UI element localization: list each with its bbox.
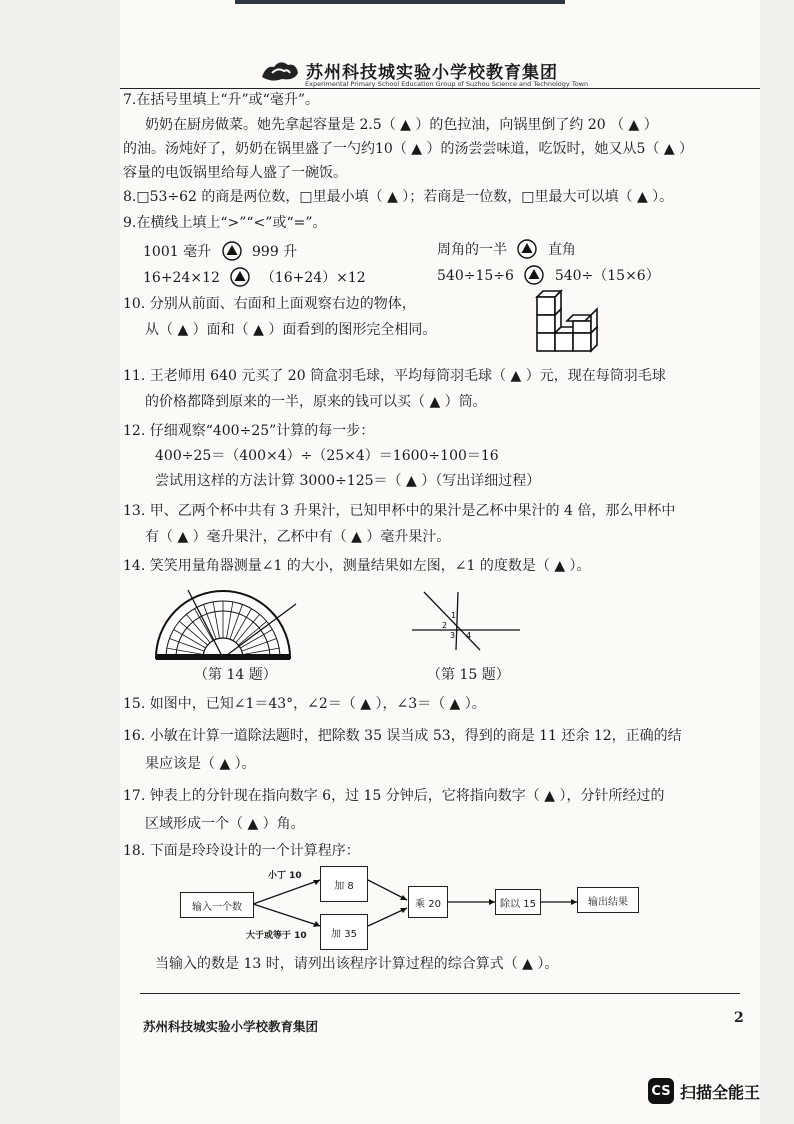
q9-c-left: 16+24×12 (143, 270, 220, 286)
q10-line1: 10. 分别从前面、右面和上面观察右边的物体， (123, 296, 416, 312)
q17-line2: 区域形成一个（ ▲ ）角。 (145, 816, 305, 832)
q14-text: 14. 笑笑用量角器测量∠1 的大小，测量结果如左图，∠1 的度数是（ ▲ ）。 (123, 558, 591, 574)
q12-line3: 尝试用这样的方法计算 3000÷125＝（ ▲ ）（写出详细过程） (155, 473, 541, 489)
angle-label-1: 1 (451, 611, 457, 620)
q15-text: 15. 如图中，已知∠1＝43°，∠2＝（ ▲ ），∠3＝（ ▲ ）。 (123, 696, 486, 712)
q7-line2: 的油。汤炖好了，奶奶在锅里盛了一勺约10（ ▲ ）的汤尝尝味道，吃饭时，她又从5（ ▲ ） (123, 141, 694, 157)
q9-b-left: 周角的一半 (437, 242, 507, 258)
q8-text: 8.□53÷62 的商是两位数，□里最小填（ ▲ ）；若商是一位数，□里最大可以填（ ▲ ）。 (123, 189, 674, 205)
flow-add8-box: 加 8 (320, 866, 368, 902)
flow-mul20-box: 乘 20 (408, 886, 448, 918)
q9-a-right: 999 升 (252, 244, 298, 260)
q9-title: 9.在横线上填上“>”“<”或“=”。 (123, 215, 327, 231)
caption-14: （第 14 题） (194, 667, 277, 683)
q16-line1: 16. 小敏在计算一道除法题时，把除数 35 误当成 53，得到的商是 11 还余 12，正确的结 (123, 728, 682, 744)
header-subtitle: Experimental Primary School Education Group of Suzhou Science and Technology Town (305, 80, 589, 88)
q7-line3: 容量的电饭锅里给每人盛了一碗饭。 (123, 165, 347, 181)
watermark-text: 扫描全能王 (680, 1082, 761, 1102)
q7-title: 7.在括号里填上“升”或“毫升”。 (123, 92, 319, 108)
angle-label-3: 3 (450, 631, 456, 640)
flow-output-box: 输出结果 (577, 887, 639, 913)
q13-line2: 有（ ▲ ）毫升果汁，乙杯中有（ ▲ ）毫升果汁。 (145, 529, 451, 545)
header-school-name: 苏州科技城实验小学校教育集团 (306, 62, 558, 83)
flow-input-box: 输入一个数 (180, 892, 254, 918)
flow-less-label: 小丁 10 (268, 871, 302, 881)
q17-line1: 17. 钟表上的分针现在指向数字 6，过 15 分钟后，它将指向数字（ ▲ ），分针所经过的 (123, 788, 665, 804)
intersecting-lines-figure (412, 588, 520, 652)
q11-line2: 的价格都降到原来的一半，原来的钱可以买（ ▲ ）筒。 (145, 394, 487, 410)
q11-line1: 11. 王老师用 640 元买了 20 筒盒羽毛球，平均每筒羽毛球（ ▲ ）元，现在每筒羽毛球 (123, 368, 666, 384)
q9-d-right: 540÷（15×6） (554, 268, 660, 284)
q18-tail: 当输入的数是 13 时，请列出该程序计算过程的综合算式（ ▲ ）。 (155, 956, 559, 972)
top-edge-bar (235, 0, 565, 4)
q9-c (143, 267, 366, 287)
caption-15: （第 15 题） (427, 667, 510, 683)
camscanner-logo-icon: CS (648, 1078, 674, 1104)
footer-school-name: 苏州科技城实验小学校教育集团 (143, 1019, 319, 1034)
q10-line2: 从（ ▲ ）面和（ ▲ ）面看到的图形完全相同。 (145, 322, 437, 338)
q13-line1: 13. 甲、乙两个杯中共有 3 升果汁，已知甲杯中的果汁是乙杯中果汁的 4 倍，那么甲杯中 (123, 503, 676, 519)
school-logo-icon (260, 57, 300, 83)
triangle-circle-icon (517, 239, 537, 259)
cube-stack-figure (527, 283, 607, 359)
q9-b (437, 239, 576, 259)
header-rule (120, 88, 760, 89)
angle-label-4: 4 (466, 631, 472, 640)
triangle-circle-icon (222, 241, 242, 261)
q12-line1: 12. 仔细观察“400÷25”计算的每一步： (123, 423, 375, 439)
q7-line1: 奶奶在厨房做菜。她先拿起容量是 2.5（ ▲ ）的色拉油，向锅里倒了约 20 （ ▲ ） (145, 117, 658, 133)
q12-line2: 400÷25＝（400×4）÷（25×4）＝1600÷100＝16 (155, 448, 499, 464)
triangle-circle-icon (230, 267, 250, 287)
q9-a (143, 241, 297, 261)
q9-d (437, 265, 660, 285)
scanner-watermark (648, 1078, 760, 1104)
q9-c-right: （16+24）×12 (260, 270, 366, 286)
flow-ge-label: 大于或等于 10 (246, 931, 307, 941)
footer-rule (140, 993, 740, 994)
q16-line2: 果应该是（ ▲ ）。 (145, 756, 256, 772)
q9-b-right: 直角 (547, 242, 576, 258)
page-number: 2 (734, 1010, 744, 1026)
flow-div15-box: 除以 15 (495, 889, 541, 915)
protractor-figure (148, 584, 298, 664)
q18-text: 18. 下面是玲玲设计的一个计算程序： (123, 843, 360, 859)
flow-add35-box: 加 35 (320, 914, 368, 950)
triangle-circle-icon (524, 265, 544, 285)
angle-label-2: 2 (442, 621, 448, 630)
q9-a-left: 1001 毫升 (143, 244, 212, 260)
q9-d-left: 540÷15÷6 (437, 268, 514, 284)
